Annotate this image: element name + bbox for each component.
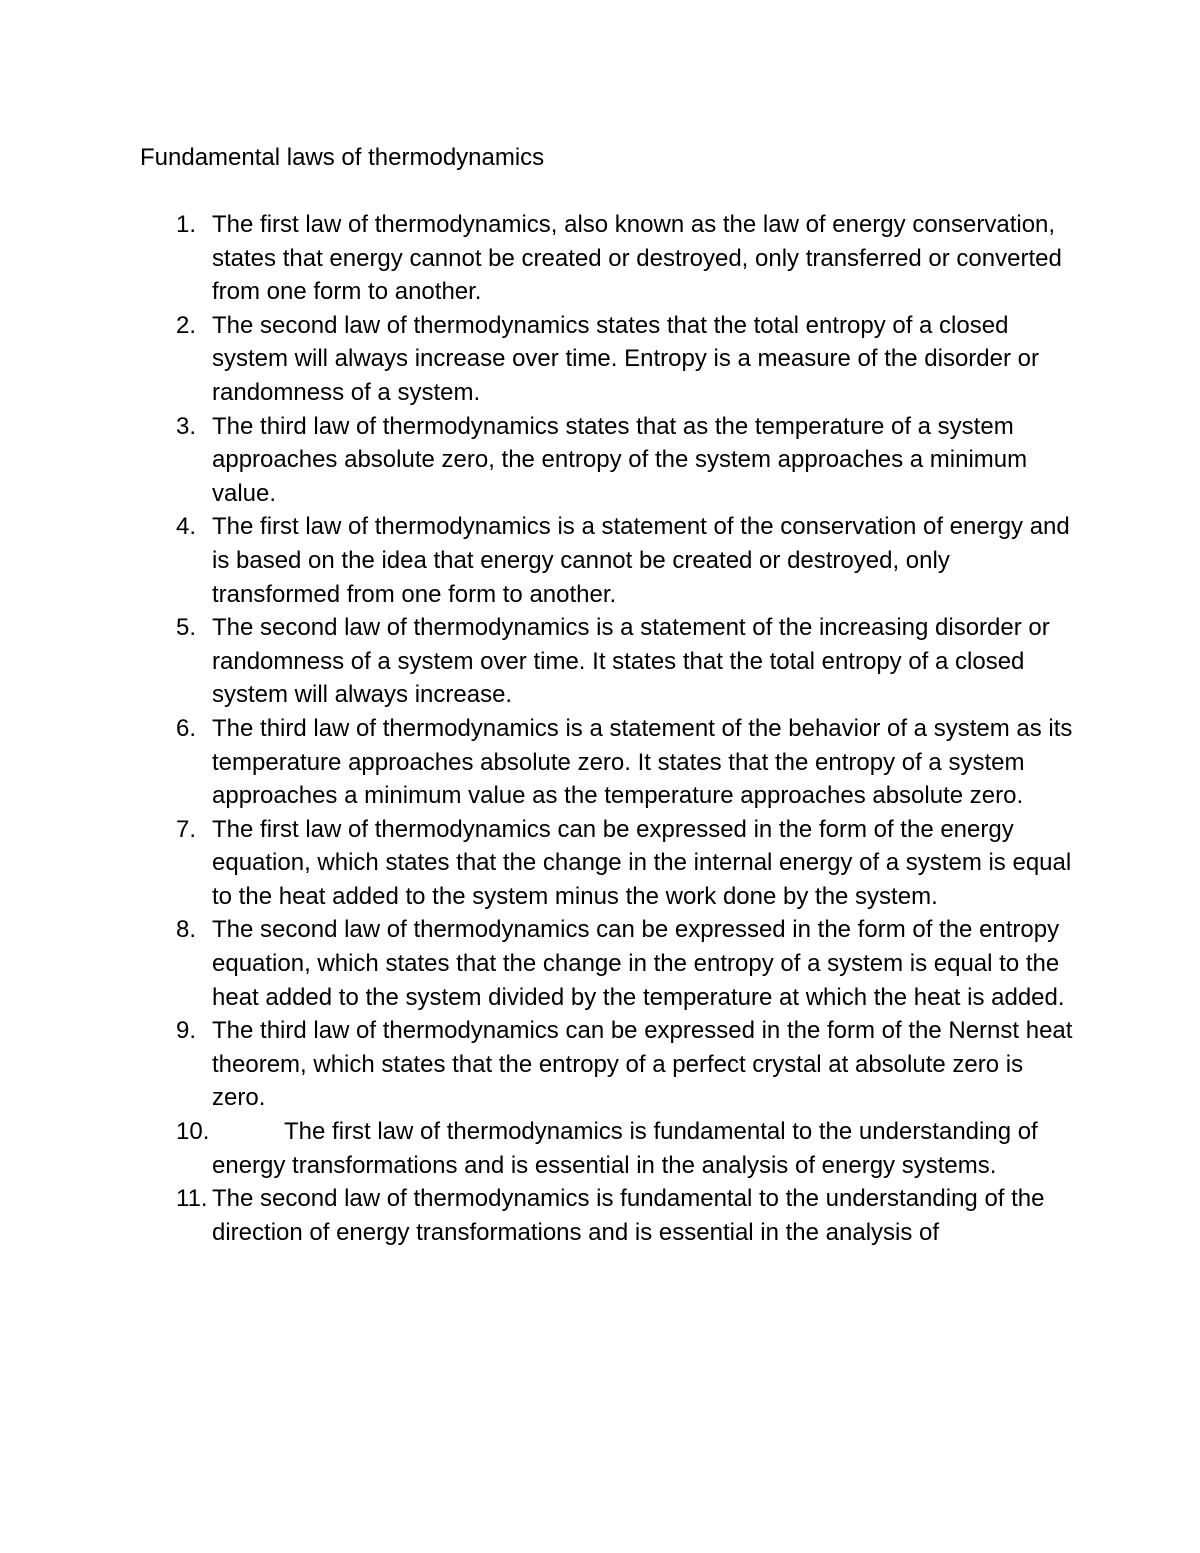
list-text: The third law of thermodynamics is a statement of the behavior of a system as its temperature approaches absolute zero. It states that the entropy of a system approaches a minimum value as the temperature approaches absolute zero. <box>212 714 1073 810</box>
list-number: 3. <box>176 412 197 440</box>
list-item <box>140 1014 1080 1115</box>
laws-list <box>140 208 1080 1249</box>
list-text: The third law of thermodynamics can be expressed in the form of the Nernst heat theorem, which states that the entropy of a perfect crystal at absolute zero is zero. <box>212 1017 1073 1112</box>
list-text: The second law of thermodynamics is fundamental to the understanding of the direction of energy transformations and is essential in the analysis of <box>212 1185 1045 1246</box>
list-number: 8. <box>176 916 197 944</box>
list-text: The first law of thermodynamics is fundamental to the understanding of energy transformations and is essential in the analysis of energy systems. <box>212 1118 1038 1179</box>
list-text: The second law of thermodynamics can be expressed in the form of the entropy equation, which states that the change in the entropy of a system is equal to the heat added to the system divided by the temperature at which the heat is added. <box>212 916 1065 1011</box>
list-number: 2. <box>176 311 197 339</box>
list-text: The second law of thermodynamics states that the total entropy of a closed system will always increase over time. Entropy is a measure of the disorder or randomness of a system. <box>212 311 1039 406</box>
list-number: 10. <box>176 1118 210 1146</box>
list-text: The third law of thermodynamics states that as the temperature of a system approaches absolute zero, the entropy of the system approaches a minimum value. <box>212 412 1028 507</box>
list-number: 11. <box>176 1185 208 1213</box>
list-text: The first law of thermodynamics is a statement of the conservation of energy and is based on the idea that energy cannot be created or destroyed, only transformed from one form to another. <box>212 513 1070 608</box>
list-item <box>140 913 1080 1014</box>
document-title: Fundamental laws of thermodynamics <box>140 144 545 171</box>
list-item <box>140 1115 1080 1182</box>
list-item <box>140 510 1080 611</box>
list-text: The first law of thermodynamics, also known as the law of energy conservation, states that energy cannot be created or destroyed, only transferred or converted from one form to another. <box>212 211 1062 306</box>
list-item <box>140 611 1080 712</box>
list-number: 1. <box>176 211 197 238</box>
list-text: The second law of thermodynamics is a statement of the increasing disorder or randomness of a system over time. It states that the total entropy of a closed system will always increase. <box>212 614 1050 709</box>
list-number: 9. <box>176 1017 197 1045</box>
list-item <box>140 208 1080 309</box>
list-item <box>140 712 1080 813</box>
list-number: 6. <box>176 714 197 742</box>
list-item <box>140 813 1080 914</box>
list-text: The first law of thermodynamics can be expressed in the form of the energy equation, which states that the change in the internal energy of a system is equal to the heat added to the system minus the work done by the system. <box>212 815 1072 910</box>
list-item <box>140 1182 1080 1249</box>
list-item <box>140 309 1080 410</box>
list-number: 4. <box>176 513 197 541</box>
list-item <box>140 410 1080 511</box>
list-number: 7. <box>176 815 197 843</box>
list-number: 5. <box>176 614 197 642</box>
